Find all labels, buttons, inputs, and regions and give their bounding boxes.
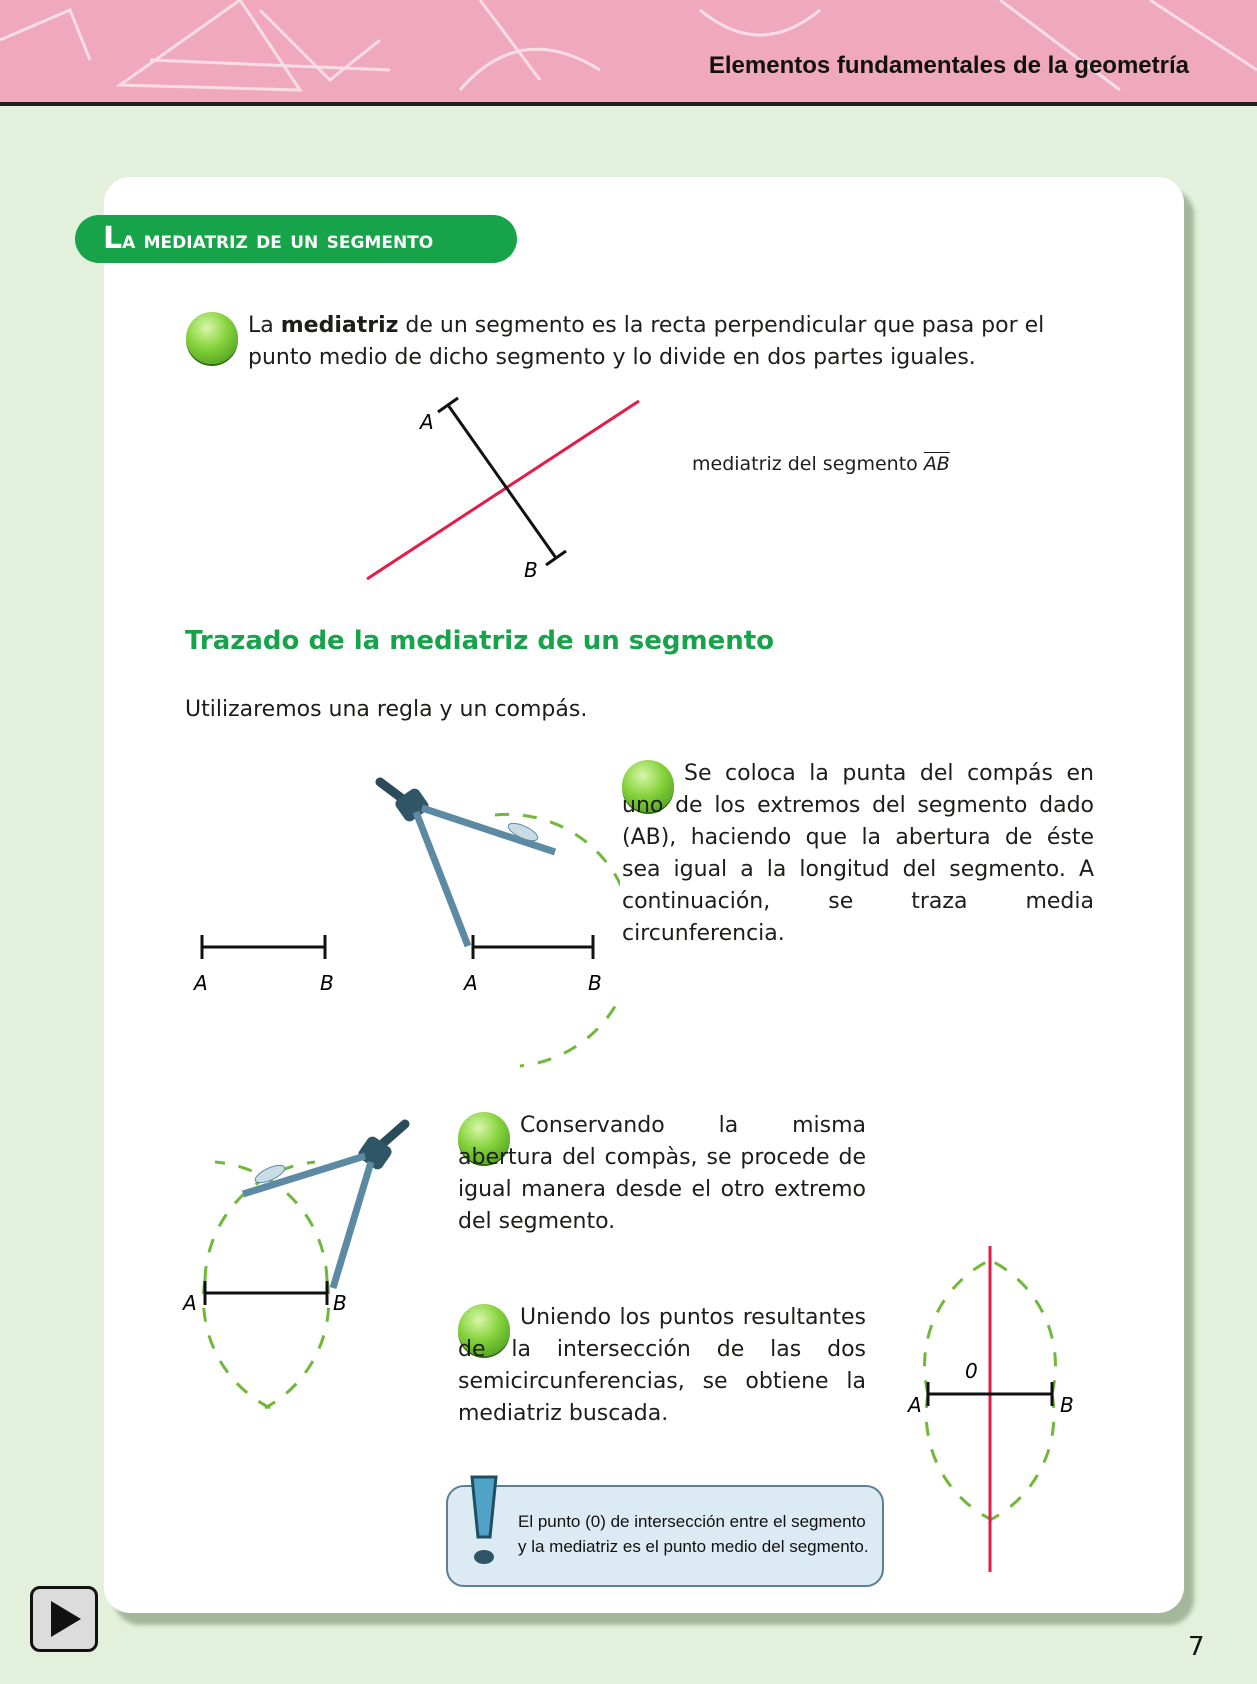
- label-b: B: [1060, 1393, 1074, 1417]
- label-a: A: [194, 971, 208, 995]
- exclamation-icon: [464, 1473, 504, 1573]
- chapter-title: Elementos fundamentales de la geometría: [708, 52, 1189, 79]
- label-a: A: [464, 971, 478, 995]
- note-line-2: y la mediatriz es el punto medio del segmento.: [518, 1537, 869, 1556]
- subsection-title: Trazado de la mediatriz de un segmento: [185, 626, 775, 656]
- banner-pattern: [0, 0, 1257, 102]
- endpoint-b-tick: [546, 551, 566, 565]
- label-b: B: [333, 1291, 347, 1315]
- segment-ab: [448, 405, 556, 558]
- intro-text: Utilizaremos una regla y un compás.: [185, 697, 588, 722]
- note-line-1: El punto (0) de intersección entre el segmento: [518, 1512, 866, 1531]
- label-b: B: [320, 971, 334, 995]
- label-a: A: [420, 410, 434, 434]
- page-number: 7: [1188, 1632, 1205, 1662]
- arc-1: [495, 814, 620, 1066]
- compass-icon: [380, 782, 555, 946]
- play-icon: [33, 1589, 95, 1649]
- play-button[interactable]: [30, 1586, 98, 1652]
- step1-text: Se coloca la punta del compás en uno de los extremos del segmento dado (AB), haciendo que la abertura de éste sea igual a la longitud del segmento. A continuación, se traza media circunferencia.: [622, 761, 1094, 946]
- endpoint-a-tick: [438, 398, 458, 412]
- header-banner: [0, 0, 1257, 106]
- definition-text: La mediatriz de un segmento es la recta perpendicular que pasa por el punto medio de dicho segmento y lo divide en dos partes iguales.: [248, 313, 1045, 370]
- compass-icon: [243, 1124, 405, 1288]
- label-o: 0: [965, 1359, 978, 1383]
- bisector-line: [367, 401, 639, 579]
- final-diagram: [900, 1240, 1100, 1580]
- section-title: La mediatriz de un segmento: [75, 215, 517, 263]
- label-a: A: [908, 1393, 922, 1417]
- step1-diagram: [180, 760, 620, 1080]
- bullet-icon: [186, 312, 238, 364]
- step2-text: Conservando la misma abertura del compàs, se procede de igual manera desde el otro extremo del segmento.: [458, 1113, 866, 1234]
- label-b: B: [524, 558, 538, 582]
- label-a: A: [183, 1291, 197, 1315]
- step3-text: Uniendo los puntos resultantes de la intersección de las dos semicircunferencias, se obtiene la mediatriz buscada.: [458, 1305, 866, 1426]
- figure1-caption: mediatriz del segmento $\overline{AB}$: [692, 453, 950, 475]
- note-box: [446, 1485, 884, 1587]
- step2-diagram: [175, 1110, 435, 1420]
- label-b: B: [588, 971, 602, 995]
- figure-perpendicular-bisector: [340, 385, 670, 585]
